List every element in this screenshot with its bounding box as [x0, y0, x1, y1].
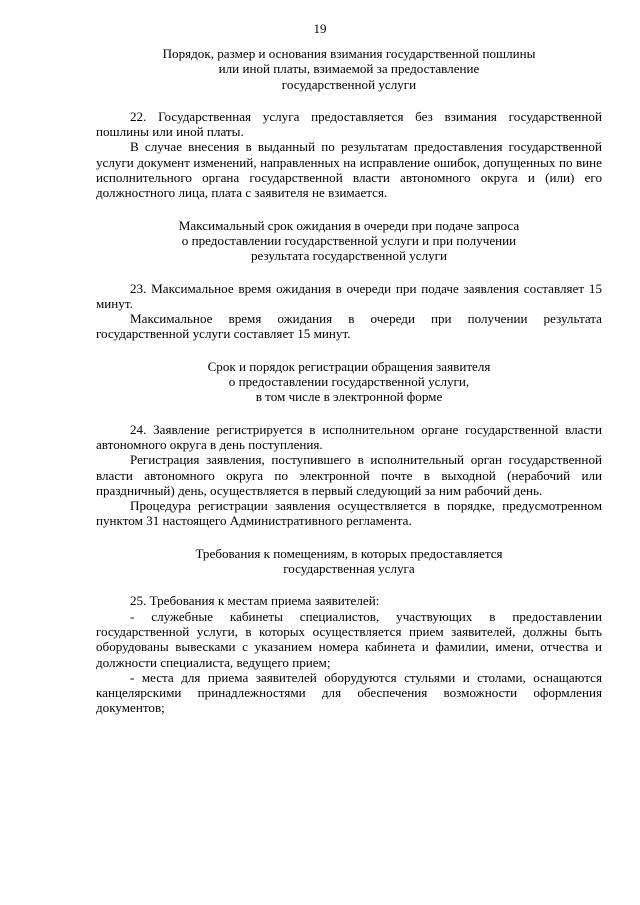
paragraph: - служебные кабинеты специалистов, участвующих в предоставлении государственной услуги, в которых осуществляется прием заявителей, должны быть оборудованы вывесками с указанием номера кабинета и фамилии, имени, отчества и должности специалиста, ведущего прием; [96, 608, 602, 670]
heading-line: государственной услуги [281, 76, 417, 92]
paragraph: Регистрация заявления, поступившего в исполнительный орган государственной власти автономного округа по электронной почте в выходной (нерабочий или праздничный) день, осуществляется в первый следующий за ним рабочий день. [96, 452, 602, 498]
paragraph: 24. Заявление регистрируется в исполнительном органе государственной власти автономного округа в день поступления. [96, 421, 602, 452]
heading-line: в том числе в электронной форме [255, 389, 443, 405]
heading-line: о предоставлении государственной услуги и при получении [181, 232, 517, 248]
page-number: 19 [313, 21, 327, 36]
heading-line: Требования к помещениям, в которых предоставляется [195, 545, 503, 561]
paragraph: Максимальное время ожидания в очереди при получении результата государственной услуги составляет 15 минут. [96, 311, 602, 342]
section-heading-premises [96, 546, 602, 577]
document-body [96, 46, 602, 716]
heading-line: о предоставлении государственной услуги, [228, 374, 470, 390]
paragraph: 22. Государственная услуга предоставляется без взимания государственной пошлины или иной платы. [96, 108, 602, 140]
paragraph: 25. Требования к местам приема заявителей: [130, 593, 380, 609]
section-heading-queue-time [96, 218, 602, 264]
section-heading-registration [96, 359, 602, 405]
paragraph: В случае внесения в выданный по результатам предоставления государственной услуги документ изменений, направленных на исправление ошибок, допущенных по вине исполнительного органа государственной власти автономного округа и (или) его должностного лица, плата с заявителя не взимается. [96, 139, 602, 201]
heading-line: Порядок, размер и основания взимания государственной пошлины [162, 46, 536, 61]
heading-line: Срок и порядок регистрации обращения заявителя [207, 358, 491, 374]
paragraph: Процедура регистрации заявления осуществляется в порядке, предусмотренном пунктом 31 настоящего Административного регламента. [96, 498, 602, 529]
heading-line: государственная услуга [283, 561, 415, 577]
heading-line: Максимальный срок ожидания в очереди при подаче запроса [178, 217, 520, 233]
paragraph: - места для приема заявителей оборудуются стульями и столами, оснащаются канцелярскими принадлежностями для обеспечения возможности оформления документов; [96, 669, 602, 716]
heading-line: или иной платы, взимаемой за предоставление [218, 61, 480, 77]
section-heading-fee [96, 46, 602, 92]
heading-line: результата государственной услуги [250, 248, 448, 264]
paragraph: 23. Максимальное время ожидания в очереди при подаче заявления составляет 15 минут. [96, 280, 602, 311]
